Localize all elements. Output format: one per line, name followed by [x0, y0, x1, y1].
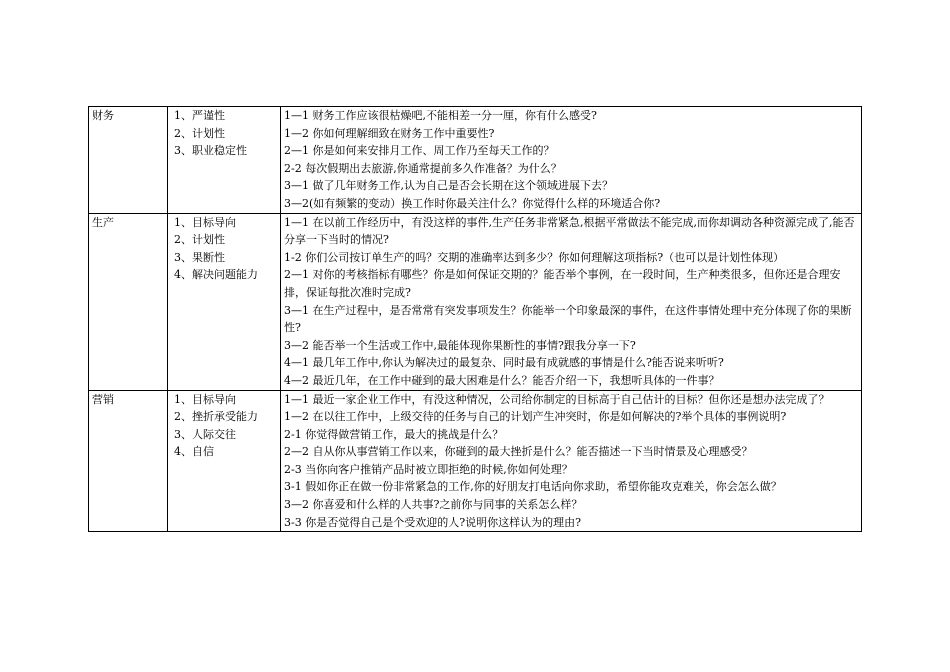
trait-item: 3、果断性 — [174, 250, 225, 264]
department-cell — [89, 107, 168, 214]
question-item: 1—2 在以往工作中，上级交待的任务与自己的计划产生冲突时，你是如何解决的?举个具体的事例说明? — [284, 410, 787, 424]
department-name: 营销 — [92, 392, 114, 406]
question-item: 3—1 在生产过程中，是否常常有突发事项发生？你能举一个印象最深的事件，在这件事情处理中充分体现了你的果断性? — [284, 303, 852, 335]
question-item: 4—1 最几年工作中,你认为解决过的最复杂、同时最有成就感的事情是什么?能否说来听听? — [284, 356, 724, 370]
trait-item: 4、自信 — [174, 445, 214, 459]
question-item: 3—1 做了几年财务工作,认为自己是否会长期在这个领域进展下去？ — [284, 179, 613, 193]
question-item: 2—2 自从你从事营销工作以来，你碰到的最大挫折是什么？能否描述一下当时情景及心理感受？ — [284, 445, 753, 459]
traits-cell — [168, 107, 281, 214]
trait-item: 2、挫折承受能力 — [174, 410, 258, 424]
question-item: 2—1 你是如何来安排月工作、周工作乃至每天工作的？ — [284, 144, 555, 158]
traits-cell — [168, 213, 281, 390]
questions-cell — [281, 390, 862, 532]
department-name: 财务 — [92, 109, 114, 122]
trait-item: 2、计划性 — [174, 233, 225, 247]
table-row-marketing — [89, 390, 862, 532]
question-item: 1—1 在以前工作经历中，有没这样的事件,生产任务非常紧急,根据平常做法不能完成,而你却调动各种资源完成了,能否分享一下当时的情况? — [284, 215, 855, 247]
trait-item: 2、计划性 — [174, 126, 225, 140]
question-item: 3—2 能否举一个生活或工作中,最能体现你果断性的事情?跟我分享一下? — [284, 338, 636, 352]
department-name: 生产 — [92, 215, 114, 229]
traits-cell — [168, 390, 281, 532]
question-item: 3—2(如有频繁的变动）换工作时你最关注什么？你觉得什么样的环境适合你? — [284, 196, 661, 210]
question-item: 1-2 你们公司按订单生产的吗？交期的准确率达到多少？你如何理解这项指标?（也可以是计划性体现） — [284, 250, 785, 264]
question-item: 3—2 你喜爱和什么样的人共事?之前你与同事的关系怎么样？ — [284, 498, 583, 512]
interview-question-table — [88, 106, 862, 532]
department-cell — [89, 213, 168, 390]
table-row-finance — [89, 107, 862, 214]
trait-item: 4、解决问题能力 — [174, 268, 258, 282]
department-cell — [89, 390, 168, 532]
questions-cell — [281, 213, 862, 390]
question-item: 1—2 你如何理解细致在财务工作中重要性? — [284, 126, 495, 140]
trait-item: 3、人际交往 — [174, 427, 236, 441]
table-row-production — [89, 213, 862, 390]
trait-item: 3、职业稳定性 — [174, 144, 247, 158]
question-item: 2-2 每次假期出去旅游,你通常提前多久作准备？为什么？ — [284, 161, 562, 175]
question-item: 2-1 你觉得做营销工作，最大的挑战是什么？ — [284, 427, 504, 441]
question-item: 1—1 最近一家企业工作中，有没这种情况，公司给你制定的目标高于自己估计的目标？但你还是想办法完成了？ — [284, 392, 830, 406]
question-item: 4—2 最近几年，在工作中碰到的最大困难是什么？能否介绍一下，我想听具体的一件事？ — [284, 373, 720, 387]
trait-item: 1、严谨性 — [174, 109, 225, 122]
question-item: 3-1 假如你正在做一份非常紧急的工作,你的好朋友打电话向你求助，希望你能攻克难关，你会怎么做？ — [284, 480, 782, 494]
question-item: 1—1 财务工作应该很枯燥吧,不能相差一分一厘，你有什么感受? — [284, 109, 597, 122]
trait-item: 1、目标导向 — [174, 215, 236, 229]
questions-cell — [281, 107, 862, 214]
question-item: 3-3 你是否觉得自己是个受欢迎的人?说明你这样认为的理由? — [284, 515, 582, 529]
question-item: 2—1 对你的考核指标有哪些？你是如何保证交期的？能否举个事例，在一段时间，生产种类很多，但你还是合理安排，保证每批次准时完成? — [284, 268, 841, 299]
question-item: 2-3 当你向客户推销产品时被立即拒绝的时候,你如何处理？ — [284, 462, 573, 476]
trait-item: 1、目标导向 — [174, 392, 236, 406]
